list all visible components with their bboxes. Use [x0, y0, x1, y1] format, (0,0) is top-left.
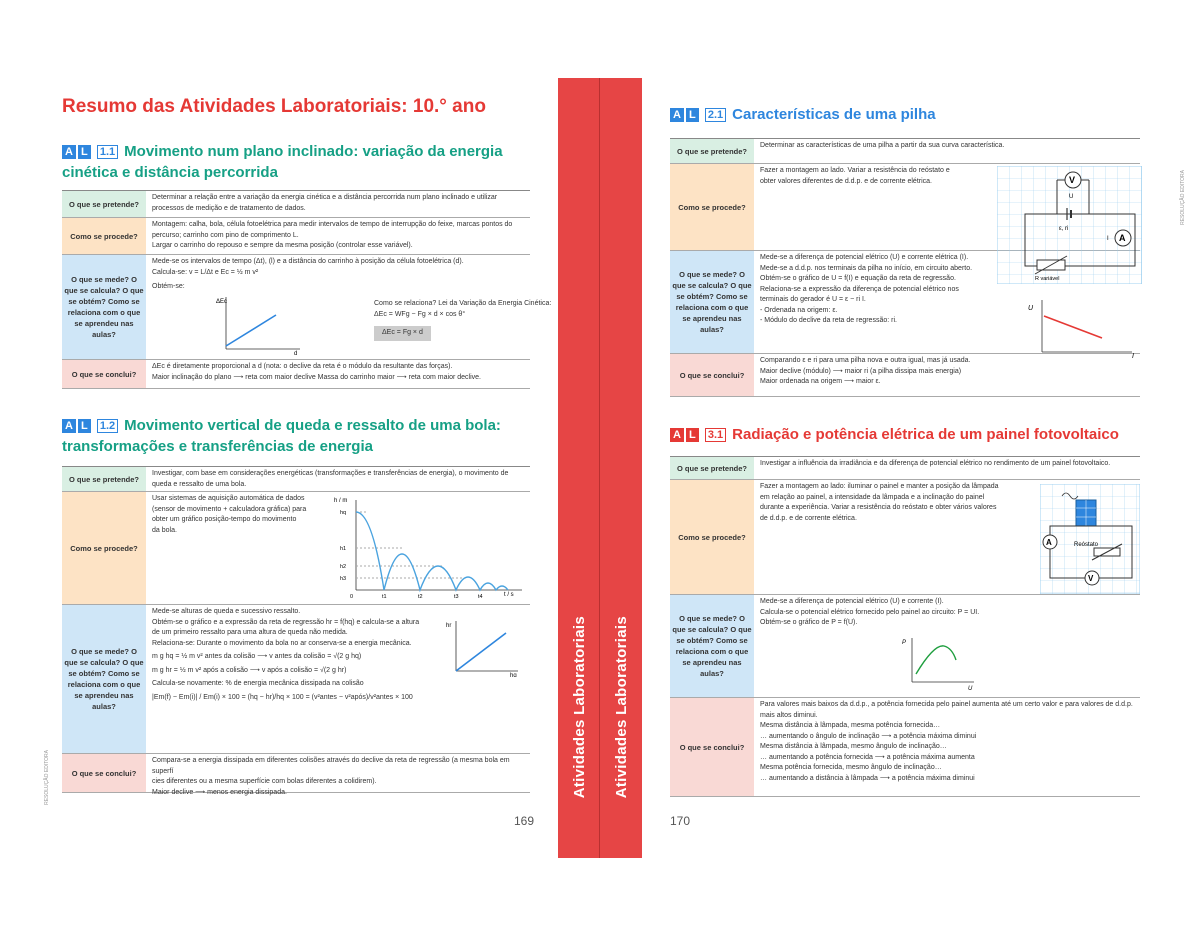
graph-x-label: I	[1132, 353, 1134, 360]
tick-label: t1	[382, 594, 387, 600]
row-label: O que se pretende?	[62, 191, 146, 217]
tab-label: Atividades Laboratoriais	[571, 615, 588, 798]
tick-label: h2	[340, 564, 347, 570]
row-label: O que se mede? O que se calcula? O que se obtém? Como se relaciona com o que se aprendeu nas aulas?	[670, 251, 754, 353]
text-line: |Em(f) − Em(i)| / Em(i) × 100 = (hq − hr)/hq × 100 = (v²antes − v²após)/v²antes × 100	[152, 693, 413, 701]
row-text	[146, 605, 530, 753]
text-line: Usar sistemas de aquisição automática de dados	[152, 495, 305, 502]
voltage-current-graph	[1022, 296, 1142, 362]
text-line: Relaciona-se a expressão da diferença de potencial elétrico nos	[760, 285, 959, 293]
al-badge-a: A	[670, 108, 684, 122]
al11-heading	[62, 141, 522, 183]
text-line: … aumentando a distância à lâmpada ⟶ a potência máxima diminui	[760, 774, 975, 782]
text-line: Mesma distância à lâmpada, mesmo ângulo de inclinação…	[760, 743, 947, 750]
text-line: Calcula-se o potencial elétrico fornecido pelo painel ao circuito: P = UI.	[760, 608, 980, 616]
regression-graph	[446, 617, 524, 677]
al31-heading	[670, 424, 1150, 445]
tick-label: 0	[350, 594, 354, 600]
text-line: Maior ordenada na origem ⟶ maior ε.	[760, 378, 881, 385]
text-line: obter valores diferentes de d.d.p. e de corrente elétrica.	[760, 177, 932, 185]
text-line: m g hr = ½ m v² após a colisão ⟶ v após a colisão = √(2 g hr)	[152, 666, 347, 674]
text-line: Maior declive (módulo) ⟶ maior ri (a pilha dissipa mais energia)	[760, 367, 962, 375]
section-tab-right	[600, 78, 642, 858]
section-tab-left	[558, 78, 600, 858]
row-label: O que se mede? O que se calcula? O que se obtém? Como se relaciona com o que se aprendeu nas aulas?	[62, 605, 146, 753]
al11-table	[62, 190, 552, 389]
right-page	[642, 0, 1200, 927]
al-badge-a: A	[670, 428, 684, 442]
row-label: O que se mede? O que se calcula? O que se obtém? Como se relaciona com o que se aprendeu nas aulas?	[62, 255, 146, 359]
al-number: 2.1	[705, 108, 726, 122]
text-line: Mede-se a diferença de potencial elétrico (U) e corrente (I).	[760, 598, 944, 605]
text-line: cies diferentes ou a mesma superfície com bolas diferentes a colidirem).	[152, 778, 377, 785]
graph-y-label: h / m	[334, 498, 348, 504]
graph-x-label: hq	[510, 673, 517, 677]
row-label: O que se conclui?	[670, 354, 754, 396]
current-label: I	[1107, 236, 1109, 242]
al12-table	[62, 466, 530, 796]
text-line: Para valores mais baixos da d.d.p., a potência fornecida pelo painel aumenta até um certo valor e para valores de d.d.p.	[760, 701, 1133, 708]
emf-label: ε, ri	[1059, 226, 1069, 232]
rheostat-label: R variável	[1035, 276, 1060, 282]
text-line: Mesma distância à lâmpada, mesma potência fornecida…	[760, 722, 941, 729]
voltmeter-label: V	[1088, 574, 1094, 583]
text-line: Montagem: calha, bola, célula fotoelétrica para medir intervalos de tempo de interrupção do feixe, marcas pontos do	[152, 221, 513, 228]
row-text	[146, 255, 552, 359]
page-number: 169	[514, 814, 535, 828]
al31-title: Radiação e potência elétrica de um painel fotovoltaico	[732, 426, 1119, 443]
al-number: 3.1	[705, 428, 726, 442]
al-badge-a: A	[62, 145, 76, 159]
credit-text: RESOLUÇÃO EDITORA	[44, 750, 50, 805]
tick-label: h1	[340, 546, 347, 552]
row-text	[754, 698, 1140, 796]
row-text: Determinar as características de uma pilha a partir da sua curva característica.	[760, 142, 1005, 149]
text-line: terminais do gerador é U = ε − ri I.	[760, 296, 866, 303]
graph-x-label: d	[294, 351, 298, 355]
text-line: Maior inclinação do plano ⟶ reta com maior declive Massa do carrinho maior ⟶ reta com maior declive.	[152, 373, 481, 381]
table-row	[62, 191, 530, 218]
text-line: Largar o carrinho do repouso e sempre da mesma posição (controlar esse variável).	[152, 242, 413, 249]
tab-label: Atividades Laboratoriais	[613, 615, 630, 798]
text-line: percurso; carrinho com pino de comprimento L.	[152, 231, 299, 239]
text-line: da bola.	[152, 526, 177, 534]
al-badge-l: L	[78, 145, 91, 159]
row-label: O que se pretende?	[62, 467, 146, 491]
table-row	[670, 698, 1140, 797]
row-text: Investigar, com base em considerações energéticas (transformações e transferências de energia), o movimento de queda e ressalto de uma bola.	[152, 470, 509, 488]
al-badge-a: A	[62, 419, 76, 433]
text-line: obter um gráfico posição-tempo do movimento	[152, 516, 297, 523]
text-line: Calcula-se novamente: % de energia mecânica dissipada na colisão	[152, 680, 364, 687]
table-row	[670, 139, 1140, 164]
graph-y-label: hr	[446, 623, 452, 629]
al11-title: Movimento num plano inclinado: variação da energia cinética e distância percorrida	[62, 143, 503, 181]
al12-heading	[62, 415, 522, 457]
text-line: … aumentando o ângulo de inclinação ⟶ a potência máxima diminui	[760, 732, 977, 740]
graph-x-label: t / s	[504, 592, 514, 598]
row-text	[146, 492, 530, 604]
text-line: Comparando ε e ri para uma pilha nova e outra igual, mas já usada.	[760, 357, 971, 364]
text-line: em relação ao painel, a intensidade da lâmpada e a inclinação do painel	[760, 493, 985, 501]
table-row	[62, 492, 530, 605]
al-badge-l: L	[686, 428, 699, 442]
al12-title: Movimento vertical de queda e ressalto de uma bola: transformações e transferências de energia	[62, 417, 501, 455]
al-badge-l: L	[78, 419, 91, 433]
row-label: O que se pretende?	[670, 457, 754, 479]
graph-caption: Obtém-se:	[152, 283, 185, 290]
row-label: Como se procede?	[670, 164, 754, 250]
voltage-label: U	[1069, 194, 1074, 200]
text-line: Maior declive ⟶ menos energia dissipada.	[152, 788, 287, 796]
al21-heading	[670, 104, 1140, 125]
text-line: Relaciona-se: Durante o movimento da bola no ar conserva-se a energia mecânica.	[152, 639, 412, 647]
graph-x-label: U	[968, 686, 973, 692]
battery-circuit-diagram	[997, 166, 1142, 284]
tick-label: t2	[418, 594, 423, 600]
text-line: Fazer a montagem ao lado: iluminar o painel e manter a posição da lâmpada	[760, 483, 999, 490]
text-line: (sensor de movimento + calculadora gráfica) para	[152, 505, 307, 513]
energy-distance-graph	[216, 293, 306, 355]
tick-label: h3	[340, 576, 347, 582]
text-line: ΔEc é diretamente proporcional a d (nota: o declive da reta é o módulo da resultante das forças).	[152, 363, 453, 370]
text-line: Obtém-se o gráfico de P = f(U).	[760, 619, 858, 626]
text-line: Mede-se alturas de queda e sucessivo ressalto.	[152, 608, 301, 615]
al-number: 1.2	[97, 419, 118, 433]
text-line: Obtém-se o gráfico e a expressão da reta de regressão hr = f(hq) e calcula-se a altura	[152, 618, 420, 626]
al-number: 1.1	[97, 145, 118, 159]
text-line: Obtém-se o gráfico de U = f(I) e equação da reta de regressão.	[760, 275, 956, 282]
text-line: Mede-se a diferença de potencial elétrico (U) e corrente elétrica (I).	[760, 254, 969, 261]
relation-block	[374, 299, 574, 341]
table-row	[670, 457, 1140, 480]
row-label: O que se conclui?	[62, 754, 146, 792]
text-line: Compara-se a energia dissipada em diferentes colisões através do declive da reta de regressão (a mesma bola em superfí	[152, 757, 510, 775]
table-row	[62, 255, 552, 360]
rheostat-label: Reóstato	[1074, 542, 1099, 548]
tick-label: hq	[340, 510, 347, 516]
text-line: Fazer a montagem ao lado. Variar a resistência do reóstato e	[760, 167, 950, 174]
text-line: de um primeiro ressalto para uma altura de queda não medida.	[152, 629, 348, 636]
text-line: - Ordenada na origem: ε.	[760, 306, 838, 314]
tick-label: t3	[454, 594, 459, 600]
row-text	[146, 218, 530, 254]
ammeter-label: A	[1119, 233, 1126, 243]
al-badge-l: L	[686, 108, 699, 122]
credit-text: RESOLUÇÃO EDITORA	[1180, 170, 1186, 225]
row-text	[146, 360, 530, 388]
relation-eq: ΔEc = WFg − Fg × d × cos θ°	[374, 310, 466, 318]
page-title: Resumo das Atividades Laboratoriais: 10.° ano	[62, 96, 486, 117]
solar-panel-circuit-diagram	[1040, 484, 1140, 594]
text-line: durante a experiência. Variar a resistência do reóstato e obter vários valores	[760, 504, 997, 511]
bounce-graph	[332, 494, 526, 602]
text-line: Calcula-se: v = L/Δt e Ec = ½ m v²	[152, 268, 259, 276]
left-page	[0, 0, 558, 927]
table-row	[62, 605, 530, 754]
power-voltage-graph	[900, 634, 980, 692]
row-text: Determinar a relação entre a variação da energia cinética e a distância percorrida num plano inclinado e utilizar processos de medição e de tratamento de dados.	[152, 194, 498, 212]
text-line: de d.d.p. e de corrente elétrica.	[760, 514, 857, 522]
table-row	[62, 218, 530, 255]
text-line: … aumentando a potência fornecida ⟶ a potência máxima aumenta	[760, 753, 975, 761]
table-row	[62, 360, 530, 389]
result-box: ΔEc = Fg × d	[374, 326, 431, 341]
table-row	[62, 467, 530, 492]
text-line: mais altos diminui.	[760, 711, 818, 719]
page-number: 170	[670, 814, 691, 828]
tick-label: t4	[478, 594, 483, 600]
row-label: Como se procede?	[670, 480, 754, 594]
text-line: Mede-se os intervalos de tempo (Δt), (l) e a distância do carrinho à posição da célula fotoelétrica (d).	[152, 258, 464, 265]
row-label: Como se procede?	[62, 218, 146, 254]
row-text	[146, 754, 530, 796]
voltmeter-label: V	[1069, 175, 1076, 185]
text-line: - Módulo do declive da reta de regressão: ri.	[760, 317, 897, 324]
row-text: Investigar a influência da irradiância e da diferença de potencial elétrico no rendimento de um painel fotovoltaico.	[760, 460, 1111, 467]
text-line: Mesma potência fornecida, mesmo ângulo de inclinação…	[760, 764, 942, 771]
row-label: O que se conclui?	[670, 698, 754, 796]
table-row	[62, 754, 530, 796]
graph-y-label: U	[1028, 305, 1034, 312]
text-line: Mede-se a d.d.p. nos terminais da pilha no início, em circuito aberto.	[760, 264, 973, 272]
row-label: O que se conclui?	[62, 360, 146, 388]
text-line: m g hq = ½ m v² antes da colisão ⟶ v antes da colisão = √(2 g hq)	[152, 653, 362, 660]
row-label: O que se pretende?	[670, 139, 754, 163]
relation-title: Como se relaciona? Lei da Variação da Energia Cinética:	[374, 300, 552, 307]
graph-y-label: P	[902, 640, 907, 646]
row-label: O que se mede? O que se calcula? O que se obtém? Como se relaciona com o que se aprendeu nas aulas?	[670, 595, 754, 697]
row-label: Como se procede?	[62, 492, 146, 604]
ammeter-label: A	[1046, 538, 1052, 547]
al21-title: Características de uma pilha	[732, 106, 936, 123]
graph-y-label: ΔEc	[216, 299, 228, 305]
